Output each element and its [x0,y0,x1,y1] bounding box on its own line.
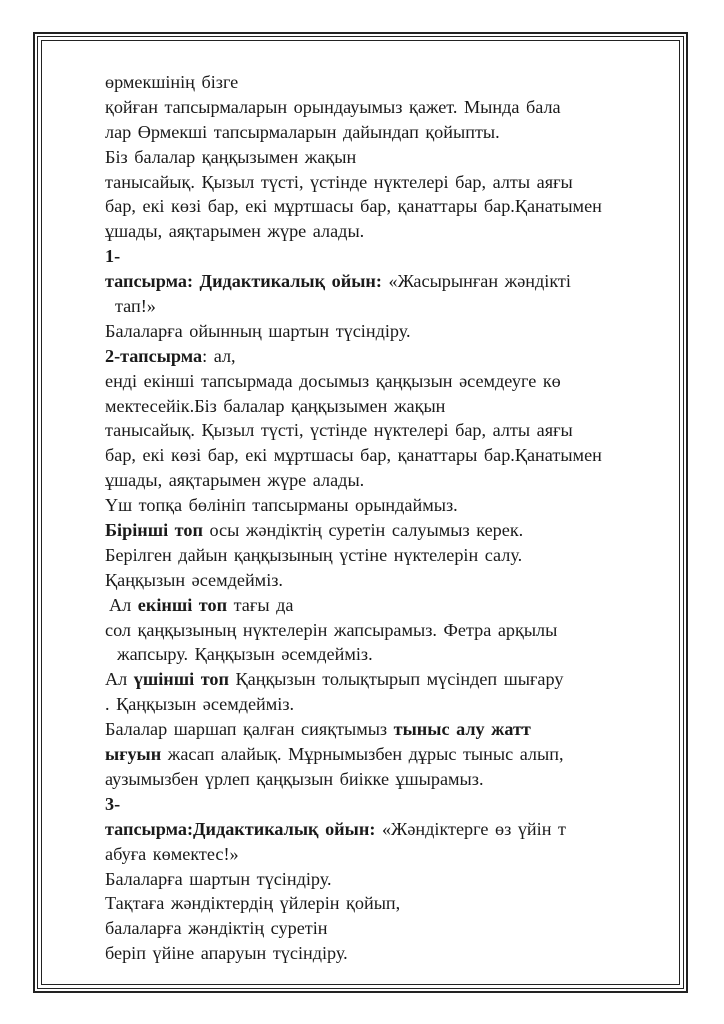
text-line [105,443,671,468]
text-segment: ұшады, аяқтарымен жүре алады. [105,470,365,491]
text-segment: абуға көмектес!» [105,843,239,864]
text-segment: бар, екі көзі бар, екі мұртшасы бар, қанаттары бар.Қанатымен [105,196,602,217]
text-line [105,941,671,966]
text-line [105,618,671,643]
text-line [105,120,671,145]
text-line [105,642,671,667]
bold-text: тыныс алу жатт [393,719,531,740]
text-line [105,667,671,692]
bold-text: тапсырма: Дидактикалық ойын: [105,271,389,292]
text-line [105,692,671,717]
text-segment: «Жәндіктерге өз үйін т [381,818,566,839]
text-line [105,145,671,170]
bold-text: тапсырма:Дидактикалық ойын: [105,818,382,839]
text-line [105,418,671,443]
bold-text: ығуын [105,744,162,765]
document-body [105,70,671,966]
text-line [105,70,671,95]
text-segment: Қаңқызын әсемдейміз. [105,569,283,590]
text-segment: қойған тапсырмаларын орындауымыз қажет. Мында бала [105,96,561,117]
bold-text: үшінші топ [133,669,229,690]
text-segment: : ал, [202,345,236,366]
text-segment: танысайық. Қызыл түсті, үстінде нүктелері бар, алты аяғы [105,420,573,441]
text-segment: лар Өрмекші тапсырмаларын дайындап қойыпты. [105,121,500,142]
text-line [105,916,671,941]
bold-text: 3- [105,793,121,814]
text-segment: Балаларға ойынның шартын түсіндіру. [105,320,411,341]
text-line [105,394,671,419]
text-line [105,493,671,518]
bold-text: 1- [105,246,121,267]
text-line [105,319,671,344]
text-segment: өрмекшінің бізге [105,72,239,92]
text-line [105,369,671,394]
text-line [105,344,671,369]
text-segment: жасап алайық. Мұрнымызбен дұрыс тыныс алып, [161,744,564,765]
text-segment: бар, екі көзі бар, екі мұртшасы бар, қанаттары бар.Қанатымен [105,445,602,466]
text-line [105,867,671,892]
text-line [105,817,671,842]
text-segment: Берілген дайын қаңқызының үстіне нүктелерін салу. [105,544,523,565]
text-segment: танысайық. Қызыл түсті, үстінде нүктелері бар, алты аяғы [105,171,573,192]
text-segment: Ал [105,669,134,690]
text-line [105,593,671,618]
text-segment: балаларға жәндіктің суретін [105,918,328,939]
text-segment: осы жәндіктің суретін салуымыз керек. [202,520,524,541]
text-segment: ұшады, аяқтарымен жүре алады. [105,221,365,242]
text-segment: енді екінші тапсырмада досымыз қаңқызын әсемдеуге кө [105,370,561,391]
text-segment: . Қаңқызын әсемдейміз. [105,694,295,715]
text-line [105,294,671,319]
text-line [105,717,671,742]
text-segment: Ал [109,594,138,615]
text-line [105,244,671,269]
text-segment: сол қаңқызының нүктелерін жапсырамыз. Фетра арқылы [105,619,558,640]
text-line [105,219,671,244]
text-line [105,568,671,593]
text-segment: Тақтаға жәндіктердің үйлерін қойып, [105,893,401,914]
text-segment: «Жасырынған жәндікті [388,271,571,292]
text-line [105,543,671,568]
text-segment: Үш топқа бөлініп тапсырманы орындаймыз. [105,495,458,516]
text-line [105,792,671,817]
text-segment: тағы да [227,594,294,615]
text-line [105,891,671,916]
text-segment: жапсыру. Қаңқызын әсемдейміз. [117,644,373,665]
bold-text: Бірінші топ [105,520,203,541]
text-segment: мектесейік.Біз балалар қаңқызымен жақын [105,395,446,416]
bold-text: екінші топ [137,594,228,615]
bold-text: 2-тапсырма [105,345,203,366]
text-segment: Қаңқызын толықтырып мүсіндеп шығару [228,669,564,690]
text-line [105,842,671,867]
text-segment: Біз балалар қаңқызымен жақын [105,146,357,167]
text-segment: Балалар шаршап қалған сияқтымыз [105,719,394,740]
text-line [105,269,671,294]
text-segment: тап!» [115,296,156,317]
text-line [105,767,671,792]
text-line [105,170,671,195]
text-line [105,468,671,493]
text-line [105,518,671,543]
text-segment: беріп үйіне апаруын түсіндіру. [105,943,348,964]
text-segment: Балаларға шартын түсіндіру. [105,868,332,889]
text-line [105,95,671,120]
text-line [105,742,671,767]
text-segment: аузымызбен үрлеп қаңқызын биікке ұшырамыз. [105,768,484,789]
text-line [105,194,671,219]
